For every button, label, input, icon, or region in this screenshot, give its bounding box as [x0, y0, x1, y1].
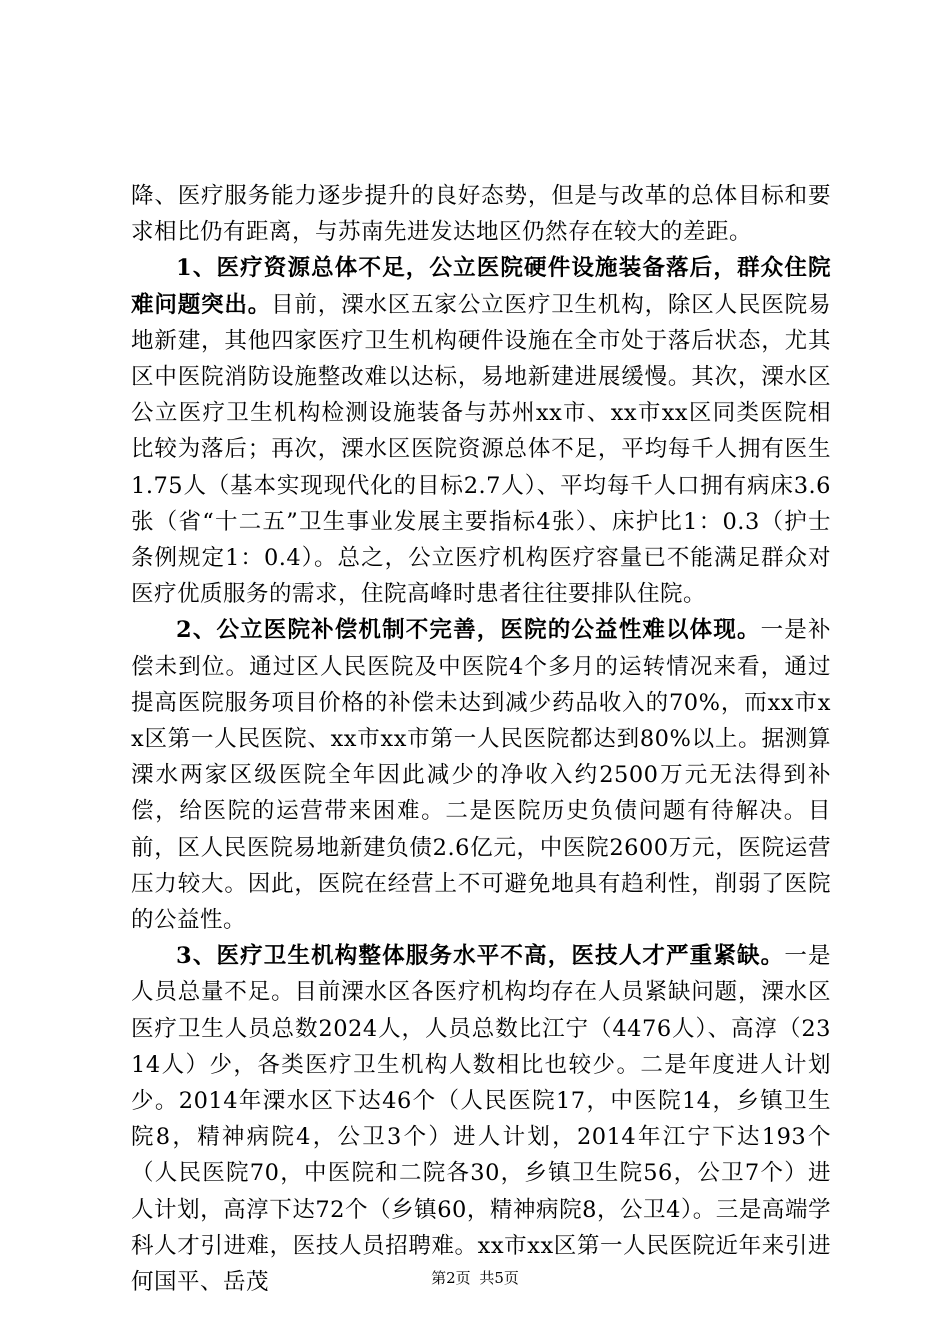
- section-heading: 1、医疗资源总体不足，公立医院硬件设施装备落后，群众住院难问题突出。: [131, 255, 831, 318]
- paragraph-section-3: [131, 938, 831, 1300]
- section-heading: 2、公立医院补偿机制不完善，医院的公益性难以体现。: [176, 617, 761, 644]
- paragraph-section-2: [131, 612, 831, 938]
- page-total: 共5页: [479, 1269, 519, 1287]
- paragraph-text: 一是补偿未到位。通过区人民医院及中医院4个多月的运转情况来看，通过提高医院服务项目价格的补偿未达到减少药品收入的70%，而xx市xx区第一人民医院、xx市xx市第一人民医院都达到80%以上。据测算溧水两家区级医院全年因此减少的净收入约2500万元无法得到补偿，给医院的运营带来困难。二是医院历史负债问题有待解决。目前，区人民医院易地新建负债2.6亿元，中医院2600万元，医院运营压力较大。因此，医院在经营上不可避免地具有趋利性，削弱了医院的公益性。: [131, 617, 831, 934]
- paragraph-continuation: [131, 178, 831, 250]
- page-number: 第2页: [431, 1269, 471, 1287]
- paragraph-text: 一是人员总量不足。目前溧水区各医疗机构均存在人员紧缺问题，溧水区医疗卫生人员总数2024人，人员总数比江宁（4476人）、高淳（2314人）少，各类医疗卫生机构人数相比也较少。二是年度进人计划少。2014年溧水区下达46个（人民医院17，中医院14，乡镇卫生院8，精神病院4，公卫3个）进人计划，2014年江宁下达193个（人民医院70，中医院和二院各30，乡镇卫生院56，公卫7个）进人计划，高淳下达72个（乡镇60，精神病院8，公卫4）。三是高端学科人才引进难，医技人员招聘难。xx市xx区第一人民医院近年来引进何国平、岳茂: [131, 943, 831, 1296]
- paragraph-text: 目前，溧水区五家公立医疗卫生机构，除区人民医院易地新建，其他四家医疗卫生机构硬件设施在全市处于落后状态，尤其区中医院消防设施整改难以达标，易地新建进展缓慢。其次，溧水区公立医疗卫生机构检测设施装备与苏州xx市、xx市xx区同类医院相比较为落后；再次，溧水区医院资源总体不足，平均每千人拥有医生1.75人（基本实现现代化的目标2.7人）、平均每千人口拥有病床3.6张（省“十二五”卫生事业发展主要指标4张）、床护比1：0.3（护士条例规定1：0.4）。总之，公立医疗机构医疗容量已不能满足群众对医疗优质服务的需求，住院高峰时患者往往要排队住院。: [131, 291, 831, 608]
- document-body: [131, 178, 831, 1300]
- paragraph-section-1: [131, 250, 831, 612]
- page-footer: [0, 1268, 950, 1288]
- paragraph-text: 降、医疗服务能力逐步提升的良好态势，但是与改革的总体目标和要求相比仍有距离，与苏南先进发达地区仍然存在较大的差距。: [131, 183, 831, 246]
- section-heading: 3、医疗卫生机构整体服务水平不高，医技人才严重紧缺。: [176, 943, 785, 970]
